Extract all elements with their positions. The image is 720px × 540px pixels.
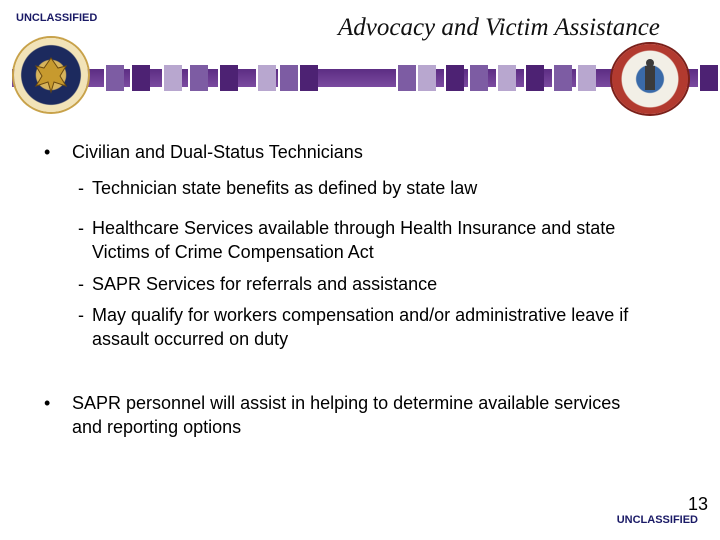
- sub-item-text: May qualify for workers compensation and/or administrative leave if assault occurred on duty: [92, 305, 629, 349]
- sub-item-text: Technician state benefits as defined by state law: [92, 178, 478, 198]
- bullet-dot: •: [44, 393, 51, 413]
- bullet-text: Civilian and Dual-Status Technicians: [72, 142, 363, 162]
- sub-item-text: SAPR Services for referrals and assistance: [92, 274, 438, 294]
- bullet-dot: •: [44, 142, 51, 162]
- sub-item-text: Healthcare Services available through Health Insurance and state Victims of Crime Compensation Act: [92, 218, 616, 262]
- slide-title: Advocacy and Victim Assistance: [338, 14, 660, 41]
- bullet-text: SAPR personnel will assist in helping to determine available services and reporting options: [72, 393, 621, 437]
- national-guard-seal-logo: [612, 44, 688, 114]
- classification-marking-top: UNCLASSIFIED: [16, 12, 98, 24]
- dod-ngb-seal-logo: [14, 38, 88, 112]
- classification-marking-bottom: UNCLASSIFIED: [616, 514, 698, 526]
- decorative-banner: [12, 64, 712, 92]
- page-number: 13: [687, 494, 708, 514]
